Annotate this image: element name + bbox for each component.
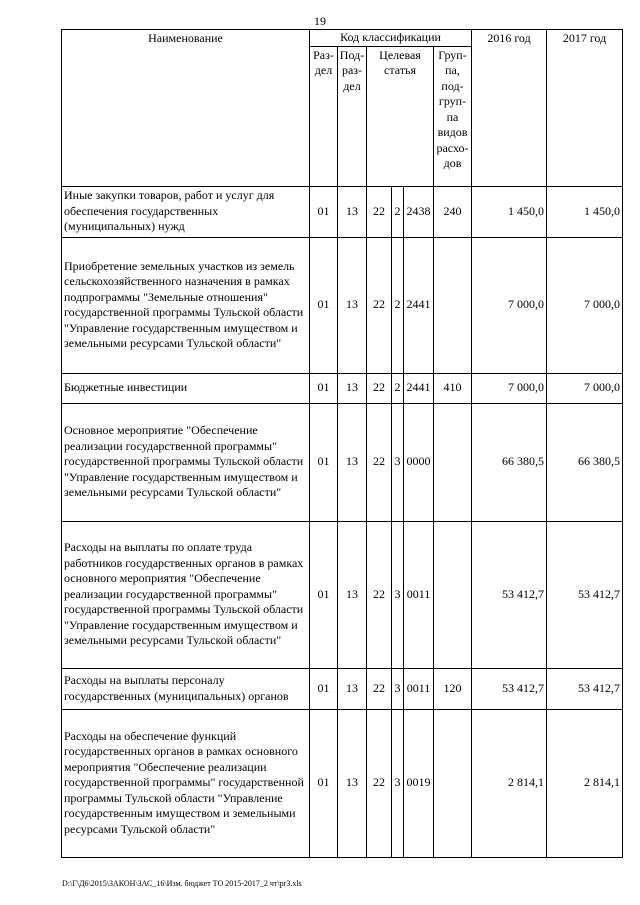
- page-number: 19: [314, 14, 326, 28]
- row-target-subprogram: 3: [392, 403, 404, 521]
- row-target-direction: 0011: [404, 521, 434, 668]
- row-razdel: 01: [310, 521, 338, 668]
- row-name: Иные закупки товаров, работ и услуг для обеспечения государственных (муниципальных) нужд: [62, 186, 310, 237]
- row-target-direction: 0019: [404, 709, 434, 857]
- row-target-program: 22: [367, 668, 392, 709]
- row-name: Основное мероприятие "Обеспечение реализации государственной программы" государственной программы Тульской области "Управление государственным имуществом и земельными ресурсами Тульской области": [62, 403, 310, 521]
- row-podrazdel: 13: [338, 186, 367, 237]
- row-amount-2017: 7 000,0: [547, 237, 623, 373]
- row-target-subprogram: 2: [392, 373, 404, 403]
- row-target-direction: 0000: [404, 403, 434, 521]
- row-expense-group: [434, 709, 472, 857]
- table-row: [62, 186, 623, 237]
- file-path-footer: D:\Г\Д6\2015\ЗАКОН\ЗАС_16\Изм. бюджет ТО 2015-2017_2 чт\pr3.xls: [62, 879, 302, 888]
- header-year-2017: 2017 год: [547, 30, 623, 187]
- row-target-direction: 2441: [404, 373, 434, 403]
- row-target-program: 22: [367, 237, 392, 373]
- row-target-program: 22: [367, 186, 392, 237]
- row-amount-2017: 1 450,0: [547, 186, 623, 237]
- row-razdel: 01: [310, 186, 338, 237]
- table-row: [62, 403, 623, 521]
- row-razdel: 01: [310, 403, 338, 521]
- row-name: Расходы на выплаты персоналу государственных (муниципальных) органов: [62, 668, 310, 709]
- row-target-subprogram: 2: [392, 186, 404, 237]
- row-amount-2017: 7 000,0: [547, 373, 623, 403]
- header-expense-group: Груп-па, под-груп-па видов расхо-дов: [434, 46, 472, 186]
- row-target-direction: 2441: [404, 237, 434, 373]
- row-amount-2016: 1 450,0: [472, 186, 547, 237]
- header-year-2016: 2016 год: [472, 30, 547, 187]
- row-target-program: 22: [367, 373, 392, 403]
- header-classification: Код классификации: [310, 30, 472, 47]
- row-expense-group: 240: [434, 186, 472, 237]
- row-razdel: 01: [310, 373, 338, 403]
- row-amount-2016: 7 000,0: [472, 237, 547, 373]
- table-row: [62, 237, 623, 373]
- row-amount-2016: 2 814,1: [472, 709, 547, 857]
- table-row: [62, 668, 623, 709]
- row-amount-2016: 53 412,7: [472, 521, 547, 668]
- row-name: Приобретение земельных участков из земель сельскохозяйственного назначения в рамках подпрограммы "Земельные отношения" государственной программы Тульской области "Управление государственным имуществом и земельными ресурсами Тульской области": [62, 237, 310, 373]
- table-row: [62, 373, 623, 403]
- row-podrazdel: 13: [338, 521, 367, 668]
- budget-table: [61, 29, 623, 858]
- row-expense-group: [434, 521, 472, 668]
- row-expense-group: [434, 237, 472, 373]
- row-target-program: 22: [367, 521, 392, 668]
- header-razdel: Раз-дел: [310, 46, 338, 186]
- header-name: Наименование: [62, 30, 310, 187]
- row-target-direction: 0011: [404, 668, 434, 709]
- header-podrazdel: Под-раз-дел: [338, 46, 367, 186]
- row-amount-2017: 66 380,5: [547, 403, 623, 521]
- row-name: Расходы на обеспечение функций государственных органов в рамках основного мероприятия "Обеспечение реализации государственной программы" государственной программы Тульской области "Управление государственным имуществом и земельными ресурсами Тульской области": [62, 709, 310, 857]
- row-podrazdel: 13: [338, 403, 367, 521]
- row-target-subprogram: 3: [392, 521, 404, 668]
- row-amount-2017: 2 814,1: [547, 709, 623, 857]
- row-amount-2016: 7 000,0: [472, 373, 547, 403]
- row-amount-2016: 53 412,7: [472, 668, 547, 709]
- row-podrazdel: 13: [338, 709, 367, 857]
- row-amount-2016: 66 380,5: [472, 403, 547, 521]
- row-expense-group: 410: [434, 373, 472, 403]
- row-expense-group: 120: [434, 668, 472, 709]
- table-row: [62, 709, 623, 857]
- row-podrazdel: 13: [338, 668, 367, 709]
- row-podrazdel: 13: [338, 373, 367, 403]
- row-razdel: 01: [310, 709, 338, 857]
- row-razdel: 01: [310, 237, 338, 373]
- row-razdel: 01: [310, 668, 338, 709]
- header-target-article: Целевая статья: [367, 46, 434, 186]
- row-name: Расходы на выплаты по оплате труда работников государственных органов в рамках основного мероприятия "Обеспечение реализации государственной программы" государственной программы Тульской области "Управление государственным имуществом и земельными ресурсами Тульской области": [62, 521, 310, 668]
- row-target-direction: 2438: [404, 186, 434, 237]
- row-name: Бюджетные инвестиции: [62, 373, 310, 403]
- row-target-subprogram: 3: [392, 668, 404, 709]
- row-amount-2017: 53 412,7: [547, 521, 623, 668]
- row-target-subprogram: 3: [392, 709, 404, 857]
- table-row: [62, 521, 623, 668]
- row-target-program: 22: [367, 709, 392, 857]
- row-amount-2017: 53 412,7: [547, 668, 623, 709]
- row-expense-group: [434, 403, 472, 521]
- row-podrazdel: 13: [338, 237, 367, 373]
- row-target-program: 22: [367, 403, 392, 521]
- row-target-subprogram: 2: [392, 237, 404, 373]
